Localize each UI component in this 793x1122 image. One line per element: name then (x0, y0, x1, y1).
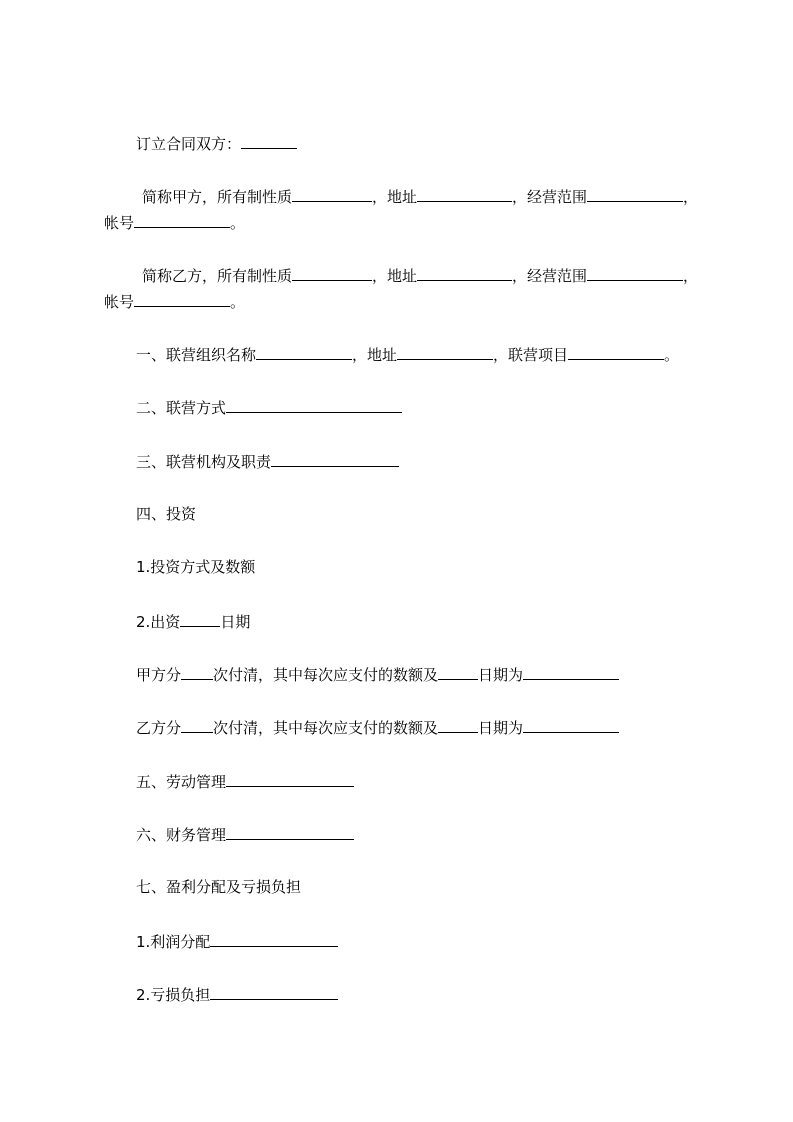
party-b-account-blank[interactable] (134, 291, 230, 307)
party-a-address-label: ，地址 (372, 188, 418, 206)
party-b-line (142, 265, 698, 286)
section-7-1-blank[interactable] (210, 931, 338, 947)
section-1-label: 一、联营组织名称 (136, 346, 257, 364)
section-6-label: 六、财务管理 (136, 826, 227, 844)
payment-a-p1: 甲方分 (136, 666, 182, 684)
party-a-ownership-blank[interactable] (292, 186, 372, 202)
payment-b-line (136, 717, 619, 738)
section-1-line (136, 344, 679, 365)
section-1-address-label: ，地址 (352, 346, 398, 364)
section-3-line (136, 451, 399, 472)
party-a-label: 简称甲方，所有制性质 (142, 188, 293, 206)
section-5-line (136, 771, 354, 792)
party-b-account-line (104, 291, 245, 312)
section-7-1-line (136, 931, 338, 952)
party-b-address-label: ，地址 (372, 267, 418, 285)
section-5-blank[interactable] (226, 771, 354, 787)
section-1-address-blank[interactable] (397, 344, 493, 360)
party-b-account-end: 。 (230, 293, 246, 311)
party-a-comma: ， (683, 188, 699, 206)
payment-a-amount-blank[interactable] (438, 664, 478, 680)
section-7-2-label: 2.亏损负担 (136, 986, 211, 1004)
party-a-scope-blank[interactable] (587, 186, 683, 202)
payment-b-p1: 乙方分 (136, 719, 182, 737)
section-6-line (136, 824, 354, 845)
section-2-blank[interactable] (226, 397, 402, 413)
payment-b-p3: 日期为 (478, 719, 524, 737)
party-a-account-blank[interactable] (134, 212, 230, 228)
section-4-label: 四、投资 (136, 505, 197, 523)
section-1-project-label: ，联营项目 (493, 346, 569, 364)
parties-line (136, 133, 297, 154)
section-7-line (136, 877, 301, 897)
section-4-1-label: 1.投资方式及数额 (136, 558, 256, 576)
party-a-account-end: 。 (230, 214, 246, 232)
section-4-2-line (136, 611, 250, 632)
section-4-line (136, 504, 196, 524)
section-7-2-line (136, 984, 338, 1005)
payment-b-times-blank[interactable] (181, 717, 213, 733)
section-1-name-blank[interactable] (256, 344, 352, 360)
party-b-scope-label: ，经营范围 (512, 267, 588, 285)
party-b-address-blank[interactable] (417, 265, 512, 281)
section-4-2-suffix: 日期 (220, 613, 251, 631)
section-6-blank[interactable] (226, 824, 354, 840)
payment-a-times-blank[interactable] (181, 664, 213, 680)
payment-a-p3: 日期为 (478, 666, 524, 684)
party-a-account-line (104, 212, 245, 233)
party-a-scope-label: ，经营范围 (512, 188, 588, 206)
section-5-label: 五、劳动管理 (136, 773, 227, 791)
section-3-label: 三、联营机构及职责 (136, 453, 272, 471)
payment-a-line (136, 664, 619, 685)
parties-blank[interactable] (241, 133, 297, 149)
section-7-label: 七、盈利分配及亏损负担 (136, 878, 302, 896)
section-4-2-prefix: 2.出资 (136, 613, 181, 631)
payment-a-date-blank[interactable] (523, 664, 619, 680)
party-a-account-label: 帐号 (104, 214, 135, 232)
payment-b-p2: 次付清，其中每次应支付的数额及 (213, 719, 439, 737)
section-2-label: 二、联营方式 (136, 399, 227, 417)
parties-label: 订立合同双方： (136, 135, 242, 153)
section-4-1-line (136, 557, 255, 577)
party-a-address-blank[interactable] (417, 186, 512, 202)
party-b-scope-blank[interactable] (587, 265, 683, 281)
party-b-label: 简称乙方，所有制性质 (142, 267, 293, 285)
party-a-line (142, 186, 698, 207)
section-7-1-label: 1.利润分配 (136, 933, 211, 951)
section-4-2-blank[interactable] (180, 611, 220, 627)
party-b-comma: ， (683, 267, 699, 285)
party-b-ownership-blank[interactable] (292, 265, 372, 281)
section-1-end: 。 (664, 346, 680, 364)
payment-b-amount-blank[interactable] (438, 717, 478, 733)
section-3-blank[interactable] (271, 451, 399, 467)
section-2-line (136, 397, 402, 418)
party-b-account-label: 帐号 (104, 293, 135, 311)
payment-a-p2: 次付清，其中每次应支付的数额及 (213, 666, 439, 684)
payment-b-date-blank[interactable] (523, 717, 619, 733)
section-7-2-blank[interactable] (210, 984, 338, 1000)
section-1-project-blank[interactable] (568, 344, 664, 360)
